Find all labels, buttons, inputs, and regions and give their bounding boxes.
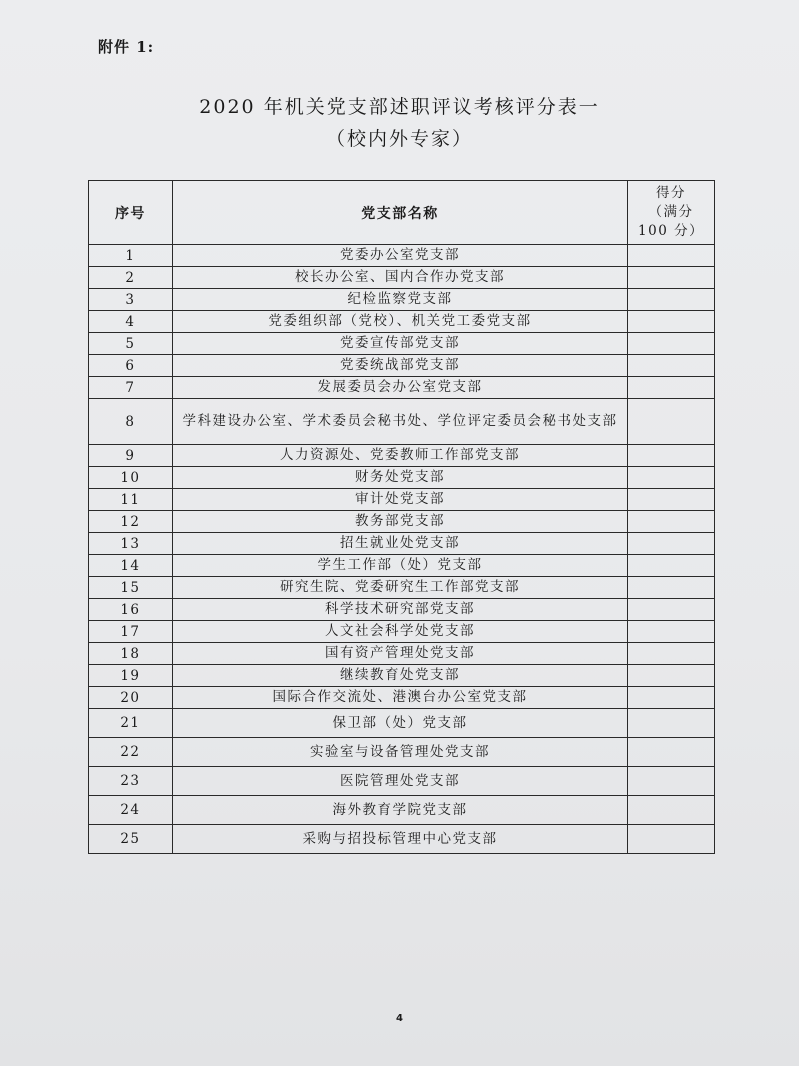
table-row: [89, 267, 715, 289]
score-cell[interactable]: [628, 665, 715, 687]
row-number: 4: [89, 311, 173, 333]
row-number: 8: [89, 399, 173, 445]
row-number: 22: [89, 738, 173, 767]
branch-name: 科学技术研究部党支部: [172, 599, 627, 621]
header-score-line3: 100 分）: [638, 223, 705, 239]
table-row: [89, 467, 715, 489]
row-number: 5: [89, 333, 173, 355]
branch-name: 继续教育处党支部: [172, 665, 627, 687]
header-score-line1: 得分: [656, 185, 687, 201]
score-cell[interactable]: [628, 311, 715, 333]
row-number: 25: [89, 825, 173, 854]
branch-name: 校长办公室、国内合作办党支部: [172, 267, 627, 289]
row-number: 13: [89, 533, 173, 555]
branch-name: 发展委员会办公室党支部: [172, 377, 627, 399]
branch-name: 教务部党支部: [172, 511, 627, 533]
score-cell[interactable]: [628, 289, 715, 311]
branch-name: 纪检监察党支部: [172, 289, 627, 311]
table-row: [89, 709, 715, 738]
table-row: [89, 643, 715, 665]
row-number: 24: [89, 796, 173, 825]
branch-name: 招生就业处党支部: [172, 533, 627, 555]
row-number: 7: [89, 377, 173, 399]
row-number: 2: [89, 267, 173, 289]
branch-name: 研究生院、党委研究生工作部党支部: [172, 577, 627, 599]
score-cell[interactable]: [628, 399, 715, 445]
score-cell[interactable]: [628, 377, 715, 399]
branch-name: 人文社会科学处党支部: [172, 621, 627, 643]
score-cell[interactable]: [628, 599, 715, 621]
table-row: [89, 311, 715, 333]
score-cell[interactable]: [628, 738, 715, 767]
row-number: 14: [89, 555, 173, 577]
table-row: [89, 738, 715, 767]
branch-name: 审计处党支部: [172, 489, 627, 511]
header-serial-number: 序号: [89, 181, 173, 245]
score-cell[interactable]: [628, 267, 715, 289]
header-branch-name: 党支部名称: [172, 181, 627, 245]
score-cell[interactable]: [628, 533, 715, 555]
table-row: [89, 511, 715, 533]
row-number: 17: [89, 621, 173, 643]
table-header-row: [89, 181, 715, 245]
score-cell[interactable]: [628, 796, 715, 825]
row-number: 1: [89, 245, 173, 267]
page-title: 2020 年机关党支部述职评议考核评分表一: [199, 96, 600, 118]
row-number: 12: [89, 511, 173, 533]
header-score-line2: （满分: [648, 204, 694, 220]
branch-name: 实验室与设备管理处党支部: [172, 738, 627, 767]
row-number: 21: [89, 709, 173, 738]
branch-name: 学科建设办公室、学术委员会秘书处、学位评定委员会秘书处支部: [172, 399, 627, 445]
row-number: 16: [89, 599, 173, 621]
table-row: [89, 577, 715, 599]
row-number: 15: [89, 577, 173, 599]
table-row: [89, 687, 715, 709]
table-row: [89, 796, 715, 825]
branch-name: 财务处党支部: [172, 467, 627, 489]
score-cell[interactable]: [628, 245, 715, 267]
table-row: [89, 555, 715, 577]
row-number: 18: [89, 643, 173, 665]
branch-name: 党委统战部党支部: [172, 355, 627, 377]
branch-name: 采购与招投标管理中心党支部: [172, 825, 627, 854]
table-row: [89, 445, 715, 467]
score-cell[interactable]: [628, 577, 715, 599]
table-row: [89, 767, 715, 796]
table-row: [89, 245, 715, 267]
score-cell[interactable]: [628, 467, 715, 489]
page-number: 4: [396, 1013, 403, 1024]
branch-name: 医院管理处党支部: [172, 767, 627, 796]
row-number: 3: [89, 289, 173, 311]
table-row: [89, 489, 715, 511]
branch-name: 党委宣传部党支部: [172, 333, 627, 355]
branch-name: 党委组织部（党校）、机关党工委党支部: [172, 311, 627, 333]
score-cell[interactable]: [628, 555, 715, 577]
table-row: [89, 289, 715, 311]
table-row: [89, 399, 715, 445]
row-number: 11: [89, 489, 173, 511]
branch-name: 海外教育学院党支部: [172, 796, 627, 825]
table-row: [89, 621, 715, 643]
score-cell[interactable]: [628, 489, 715, 511]
branch-name: 国有资产管理处党支部: [172, 643, 627, 665]
score-cell[interactable]: [628, 643, 715, 665]
score-cell[interactable]: [628, 825, 715, 854]
row-number: 23: [89, 767, 173, 796]
branch-name: 党委办公室党支部: [172, 245, 627, 267]
scoring-table: [88, 180, 715, 854]
score-cell[interactable]: [628, 445, 715, 467]
branch-name: 国际合作交流处、港澳台办公室党支部: [172, 687, 627, 709]
table-row: [89, 665, 715, 687]
score-cell[interactable]: [628, 511, 715, 533]
score-cell[interactable]: [628, 355, 715, 377]
table-row: [89, 599, 715, 621]
score-cell[interactable]: [628, 333, 715, 355]
branch-name: 人力资源处、党委教师工作部党支部: [172, 445, 627, 467]
row-number: 9: [89, 445, 173, 467]
table-row: [89, 333, 715, 355]
table-row: [89, 825, 715, 854]
score-cell[interactable]: [628, 621, 715, 643]
row-number: 20: [89, 687, 173, 709]
row-number: 6: [89, 355, 173, 377]
branch-name: 学生工作部（处）党支部: [172, 555, 627, 577]
attachment-label: 附件 1:: [98, 38, 155, 56]
branch-name: 保卫部（处）党支部: [172, 709, 627, 738]
score-cell[interactable]: [628, 709, 715, 738]
header-score: [628, 181, 715, 245]
row-number: 10: [89, 467, 173, 489]
table-row: [89, 355, 715, 377]
table-row: [89, 533, 715, 555]
page-subtitle: （校内外专家）: [325, 128, 473, 150]
score-cell[interactable]: [628, 687, 715, 709]
row-number: 19: [89, 665, 173, 687]
table-row: [89, 377, 715, 399]
score-cell[interactable]: [628, 767, 715, 796]
